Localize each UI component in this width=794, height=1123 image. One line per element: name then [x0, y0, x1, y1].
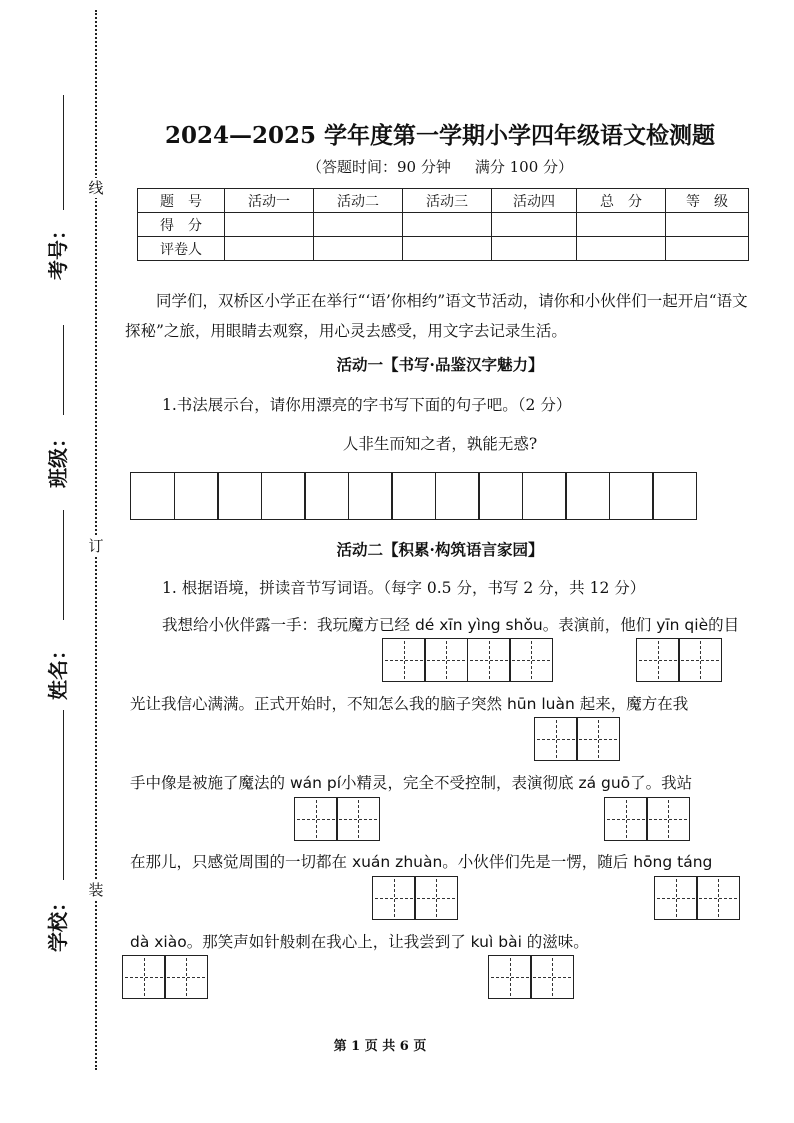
- tianzige-cell[interactable]: [164, 955, 208, 999]
- score-table: [137, 188, 749, 261]
- school-label: 学校：: [46, 892, 70, 952]
- writing-cell[interactable]: [304, 472, 349, 520]
- tianzige-cell[interactable]: [414, 876, 458, 920]
- tianzige-cell[interactable]: [424, 638, 468, 682]
- score-cell[interactable]: [577, 213, 666, 237]
- grader-row: [138, 237, 749, 261]
- story-line-4: [130, 850, 712, 872]
- story-text: 。那笑声如针般刺在我心上，让我尝到了: [186, 933, 471, 951]
- pinyin-xuan-zhuan: xuán zhuàn: [351, 853, 443, 871]
- grader-cell[interactable]: [314, 237, 403, 261]
- story-text: 在那儿，只感觉周围的一切都在: [130, 853, 352, 871]
- writing-cell[interactable]: [348, 472, 393, 520]
- tianzige-cell[interactable]: [534, 717, 578, 761]
- score-table-header: 活动一: [225, 189, 314, 213]
- binding-char-zhuang: 装: [86, 880, 106, 900]
- score-row: [138, 213, 749, 237]
- tianzige-hong-tang: [654, 876, 740, 920]
- score-cell[interactable]: [314, 213, 403, 237]
- pinyin-wan-pi: wán pí: [289, 774, 342, 792]
- story-text: 了。我站: [630, 774, 693, 792]
- class-label: 班级：: [46, 428, 70, 488]
- writing-cell[interactable]: [478, 472, 523, 520]
- writing-cell[interactable]: [174, 472, 219, 520]
- school-line: [63, 710, 64, 880]
- story-text: 。表演前，他们: [542, 616, 657, 634]
- activity1-heading: 活动一【书写·品鉴汉字魅力】: [336, 355, 544, 374]
- intro-paragraph: 同学们，双桥区小学正在举行“‘语’你相约”语文节活动，请你和小伙伴们一起开启“语文探秘”之旅，用眼睛去观察，用心灵去感受，用文字去记录生活。: [125, 292, 748, 340]
- tianzige-wan-pi: [294, 797, 380, 841]
- writing-cell[interactable]: [391, 472, 436, 520]
- tianzige-hun-luan: [534, 717, 620, 761]
- grader-cell[interactable]: [225, 237, 314, 261]
- pinyin-hun-luan: hūn luàn: [506, 695, 575, 713]
- tianzige-cell[interactable]: [372, 876, 416, 920]
- writing-cell[interactable]: [565, 472, 610, 520]
- pinyin-hong-tang: hōng táng: [633, 853, 713, 871]
- writing-cell[interactable]: [217, 472, 262, 520]
- tianzige-cell[interactable]: [294, 797, 338, 841]
- tianzige-cell[interactable]: [678, 638, 722, 682]
- tianzige-za-guo: [604, 797, 690, 841]
- score-row-label: 得 分: [138, 213, 225, 237]
- page-title: 2024—2025 学年度第一学期小学四年级语文检测题: [164, 122, 716, 149]
- calligraphy-grid: [130, 472, 697, 520]
- exam-time: （答题时间：90 分钟: [306, 158, 451, 176]
- story-text: 光让我信心满满。正式开始时，不知怎么我的脑子突然: [130, 695, 507, 713]
- tianzige-cell[interactable]: [696, 876, 740, 920]
- story-text: 的目: [708, 616, 740, 634]
- tianzige-kui-bai: [488, 955, 574, 999]
- page-number: 第 1 页 共 6 页: [333, 1039, 427, 1054]
- score-cell[interactable]: [492, 213, 577, 237]
- score-table-header: 活动三: [403, 189, 492, 213]
- activity1-question1: 1.书法展示台，请你用漂亮的字书写下面的句子吧。（2 分）: [162, 396, 572, 414]
- score-table-header: 活动四: [492, 189, 577, 213]
- score-table-header: 总 分: [577, 189, 666, 213]
- pinyin-yin-qie: yīn qiè: [656, 616, 709, 634]
- story-text: 手中像是被施了魔法的: [130, 774, 290, 792]
- grader-row-label: 评卷人: [138, 237, 225, 261]
- class-line: [63, 325, 64, 415]
- tianzige-cell[interactable]: [122, 955, 166, 999]
- tianzige-cell[interactable]: [604, 797, 648, 841]
- pinyin-da-xiao: dà xiào: [130, 933, 187, 951]
- story-line-3: [130, 771, 692, 793]
- activity2-question1: 1. 根据语境，拼读音节写词语。（每字 0.5 分，书写 2 分，共 12 分）: [162, 579, 646, 597]
- writing-cell[interactable]: [522, 472, 567, 520]
- tianzige-cell[interactable]: [336, 797, 380, 841]
- exam-full-score: 满分 100 分）: [474, 158, 574, 176]
- grader-cell[interactable]: [492, 237, 577, 261]
- exam-info: [130, 156, 750, 177]
- name-label: 姓名：: [46, 640, 70, 700]
- writing-cell[interactable]: [652, 472, 697, 520]
- binding-char-xian: 线: [86, 178, 106, 198]
- tianzige-cell[interactable]: [646, 797, 690, 841]
- story-text: 起来，魔方在我: [574, 695, 689, 713]
- score-table-header-row: [138, 189, 749, 213]
- story-line-1: [162, 613, 739, 635]
- score-cell[interactable]: [666, 213, 749, 237]
- score-table-header: 活动二: [314, 189, 403, 213]
- name-line: [63, 510, 64, 620]
- writing-cell[interactable]: [130, 472, 175, 520]
- tianzige-cell[interactable]: [509, 638, 553, 682]
- story-line-2: [130, 692, 688, 714]
- exam-number-label: 考号：: [46, 220, 70, 280]
- score-cell[interactable]: [225, 213, 314, 237]
- tianzige-cell[interactable]: [576, 717, 620, 761]
- tianzige-cell[interactable]: [530, 955, 574, 999]
- binding-char-ding: 订: [86, 536, 106, 556]
- tianzige-cell[interactable]: [636, 638, 680, 682]
- writing-cell[interactable]: [609, 472, 654, 520]
- pinyin-kui-bai: kuì bài: [470, 933, 522, 951]
- score-cell[interactable]: [403, 213, 492, 237]
- score-table-header: 题 号: [138, 189, 225, 213]
- grader-cell[interactable]: [577, 237, 666, 261]
- calligraphy-sentence: 人非生而知之者，孰能无惑?: [342, 435, 538, 453]
- grader-cell[interactable]: [666, 237, 749, 261]
- tianzige-cell[interactable]: [467, 638, 511, 682]
- story-text: 我想给小伙伴露一手：我玩魔方已经: [162, 616, 415, 634]
- activity2-heading: 活动二【积累·构筑语言家园】: [336, 540, 544, 559]
- exam-number-line: [63, 95, 64, 210]
- tianzige-de-xin-ying-shou: [382, 638, 553, 682]
- tianzige-cell[interactable]: [488, 955, 532, 999]
- score-table-header: 等 级: [666, 189, 749, 213]
- story-text: 小精灵，完全不受控制，表演彻底: [341, 774, 579, 792]
- pinyin-de-xin-ying-shou: dé xīn yìng shǒu: [414, 616, 543, 634]
- tianzige-xuan-zhuan: [372, 876, 458, 920]
- tianzige-cell[interactable]: [654, 876, 698, 920]
- tianzige-yin-qie: [636, 638, 722, 682]
- story-line-5: [130, 930, 589, 952]
- tianzige-cell[interactable]: [382, 638, 426, 682]
- writing-cell[interactable]: [435, 472, 480, 520]
- tianzige-da-xiao: [122, 955, 208, 999]
- pinyin-za-guo: zá guō: [578, 774, 631, 792]
- story-text: 。小伙伴们先是一愣，随后: [442, 853, 634, 871]
- writing-cell[interactable]: [261, 472, 306, 520]
- story-text: 的滋味。: [521, 933, 589, 951]
- grader-cell[interactable]: [403, 237, 492, 261]
